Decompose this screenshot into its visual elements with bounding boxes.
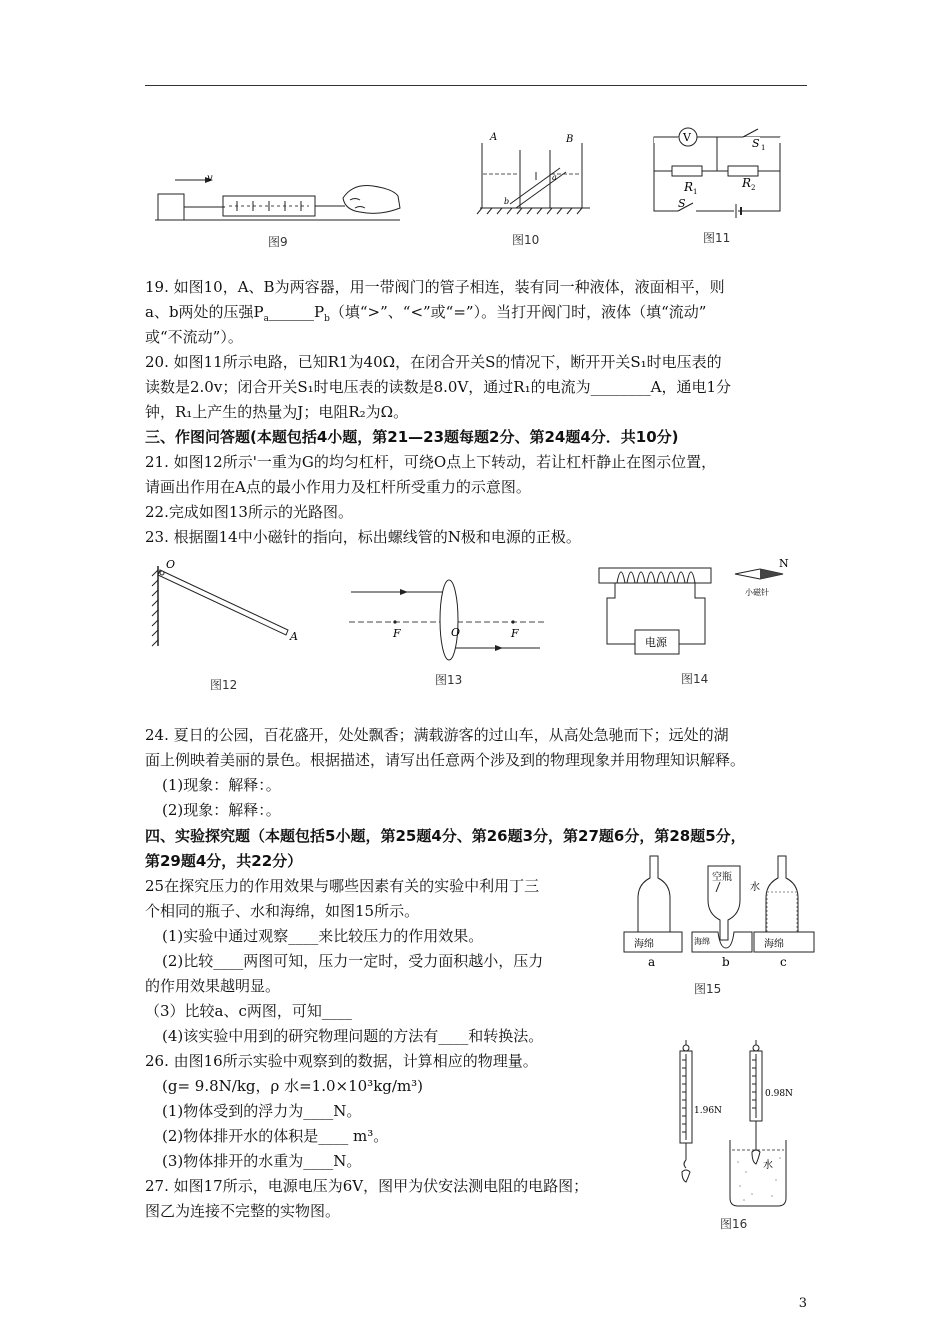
q24-line3: (1)现象：解释：。 xyxy=(162,776,281,794)
svg-text:v: v xyxy=(207,173,213,184)
figure-12-caption: 图12 xyxy=(210,678,238,692)
svg-text:海绵: 海绵 xyxy=(634,939,654,950)
q24-line2: 面上例映着美丽的景色。根据描述，请写出任意两个涉及到的物理现象并用物理知识解释。 xyxy=(145,751,746,769)
svg-text:V: V xyxy=(683,131,691,144)
section-4-heading-line2: 第29题4分，共22分） xyxy=(145,852,303,870)
q20-line3: 钟，R₁上产生的热量为J；电阻R₂为Ω。 xyxy=(145,403,409,421)
q20-line2: 读数是2.0v；闭合开关S₁时电压表的读数是8.0V，通过R₁的电流为________A，通电1分 xyxy=(145,378,731,396)
figure-9 xyxy=(155,170,405,240)
svg-text:小磁针: 小磁针 xyxy=(745,588,769,597)
q19-sub-a: a xyxy=(263,314,270,324)
svg-text:水: 水 xyxy=(763,1160,773,1171)
figure-9-arrow-label xyxy=(205,170,225,184)
q21-line1: 21. 如图12所示'一重为G的均匀杠杆，可绕O点上下转动，若让杠杆静止在图示位置， xyxy=(145,453,717,471)
svg-text:海绵: 海绵 xyxy=(764,939,784,950)
svg-text:a: a xyxy=(552,173,557,182)
figure-10 xyxy=(470,128,600,218)
svg-text:A: A xyxy=(490,132,498,143)
svg-text:O: O xyxy=(166,558,176,571)
q25-line3: (1)实验中通过观察____来比较压力的作用效果。 xyxy=(162,927,484,945)
q19-pa: a、b两处的压强P xyxy=(145,303,264,321)
figure-16-caption: 图16 xyxy=(720,1217,748,1231)
q24-line1: 24. 夏日的公园，百花盛开，处处飘香；满载游客的过山车，从高处急驰而下；远处的湖 xyxy=(145,726,729,744)
q25-line2: 个相同的瓶子、水和海绵，如图15所示。 xyxy=(145,902,420,920)
q26-line3: (1)物体受到的浮力为____N。 xyxy=(162,1102,362,1120)
svg-text:b: b xyxy=(722,955,730,969)
figure-11-caption: 图11 xyxy=(703,231,731,245)
svg-text:空瓶: 空瓶 xyxy=(712,872,732,883)
q21-line2: 请画出作用在A点的最小作用力及杠杆所受重力的示意图。 xyxy=(145,478,531,496)
q25-line7: (4)该实验中用到的研究物理问题的方法有____和转换法。 xyxy=(162,1027,544,1045)
svg-text:F: F xyxy=(393,627,401,640)
q25-line1: 25在探究压力的作用效果与哪些因素有关的实验中利用丁三 xyxy=(145,877,540,895)
figure-14 xyxy=(595,558,805,658)
svg-text:1: 1 xyxy=(761,144,766,152)
svg-text:R: R xyxy=(684,180,694,194)
q19-sub-b: b xyxy=(324,314,330,324)
q26-line5: (3)物体排开的水重为____N。 xyxy=(162,1152,362,1170)
header-rule xyxy=(145,85,807,86)
figure-9-caption: 图9 xyxy=(268,235,288,249)
figure-11 xyxy=(648,125,788,220)
q19-pb: ______P xyxy=(269,303,325,321)
figure-14-caption: 图14 xyxy=(681,672,709,686)
svg-text:2: 2 xyxy=(751,184,756,192)
q24-line4: (2)现象：解释：。 xyxy=(162,801,281,819)
figure-15 xyxy=(620,852,820,972)
page-number: 3 xyxy=(798,1296,807,1311)
q25-line6: （3）比较a、c两图，可知____ xyxy=(145,1002,352,1020)
svg-text:海绵: 海绵 xyxy=(694,937,710,946)
svg-text:b: b xyxy=(504,197,510,206)
figure-10-caption: 图10 xyxy=(512,233,540,247)
svg-text:N: N xyxy=(779,557,789,570)
q19-line3: 或“不流动”）。 xyxy=(145,328,243,346)
svg-text:水: 水 xyxy=(750,882,760,893)
q25-line4: (2)比较____两图可知，压力一定时，受力面积越小，压力 xyxy=(162,952,544,970)
figure-13 xyxy=(345,570,550,660)
q26-line2: (g= 9.8N/kg，ρ 水=1.0×10³kg/m³) xyxy=(162,1077,424,1095)
svg-text:c: c xyxy=(780,955,787,969)
svg-text:A: A xyxy=(290,630,298,643)
figure-15-caption: 图15 xyxy=(694,982,722,996)
svg-text:电源: 电源 xyxy=(645,636,667,649)
svg-text:F: F xyxy=(511,627,519,640)
svg-text:1.96N: 1.96N xyxy=(694,1106,722,1116)
q26-line4: (2)物体排开水的体积是____ m³。 xyxy=(162,1127,389,1145)
svg-text:0.98N: 0.98N xyxy=(765,1089,793,1099)
section-3-heading: 三、作图问答题(本题包括4小题，第21—23题每题2分、第24题4分．共10分) xyxy=(145,428,679,446)
q22-line: 22.完成如图13所示的光路图。 xyxy=(145,503,353,521)
svg-text:S: S xyxy=(678,197,686,210)
q27-line1: 27. 如图17所示，电源电压为6V，图甲为伏安法测电阻的电路图； xyxy=(145,1177,589,1195)
q19-rest: （填“>”、“<”或“=”）。当打开阀门时，液体（填“流动” xyxy=(329,303,707,321)
section-4-heading-line1: 四、实验探究题（本题包括5小题，第25题4分、第26题3分，第27题6分，第28题5分， xyxy=(145,827,746,845)
q27-line2: 图乙为连接不完整的实物图。 xyxy=(145,1202,341,1220)
q19-line1: 19. 如图10，A、B为两容器，用一带阀门的管子相连，装有同一种液体，液面相平，则 xyxy=(145,278,725,296)
svg-text:1: 1 xyxy=(693,188,698,196)
q23-line: 23. 根据圈14中小磁针的指向，标出螺线管的N极和电源的正极。 xyxy=(145,528,581,546)
svg-text:a: a xyxy=(648,955,656,969)
figure-16 xyxy=(668,1040,813,1210)
q20-line1: 20. 如图11所示电路，已知R1为40Ω，在闭合开关S的情况下，断开开关S₁时电压表的 xyxy=(145,353,722,371)
svg-text:B: B xyxy=(566,134,574,145)
q26-line1: 26. 由图16所示实验中观察到的数据，计算相应的物理量。 xyxy=(145,1052,538,1070)
svg-text:O: O xyxy=(451,626,461,639)
svg-text:R: R xyxy=(742,176,752,190)
figure-12 xyxy=(150,560,310,650)
figure-13-caption: 图13 xyxy=(435,673,463,687)
svg-text:S: S xyxy=(752,137,760,150)
q25-line5: 的作用效果越明显。 xyxy=(145,977,281,995)
